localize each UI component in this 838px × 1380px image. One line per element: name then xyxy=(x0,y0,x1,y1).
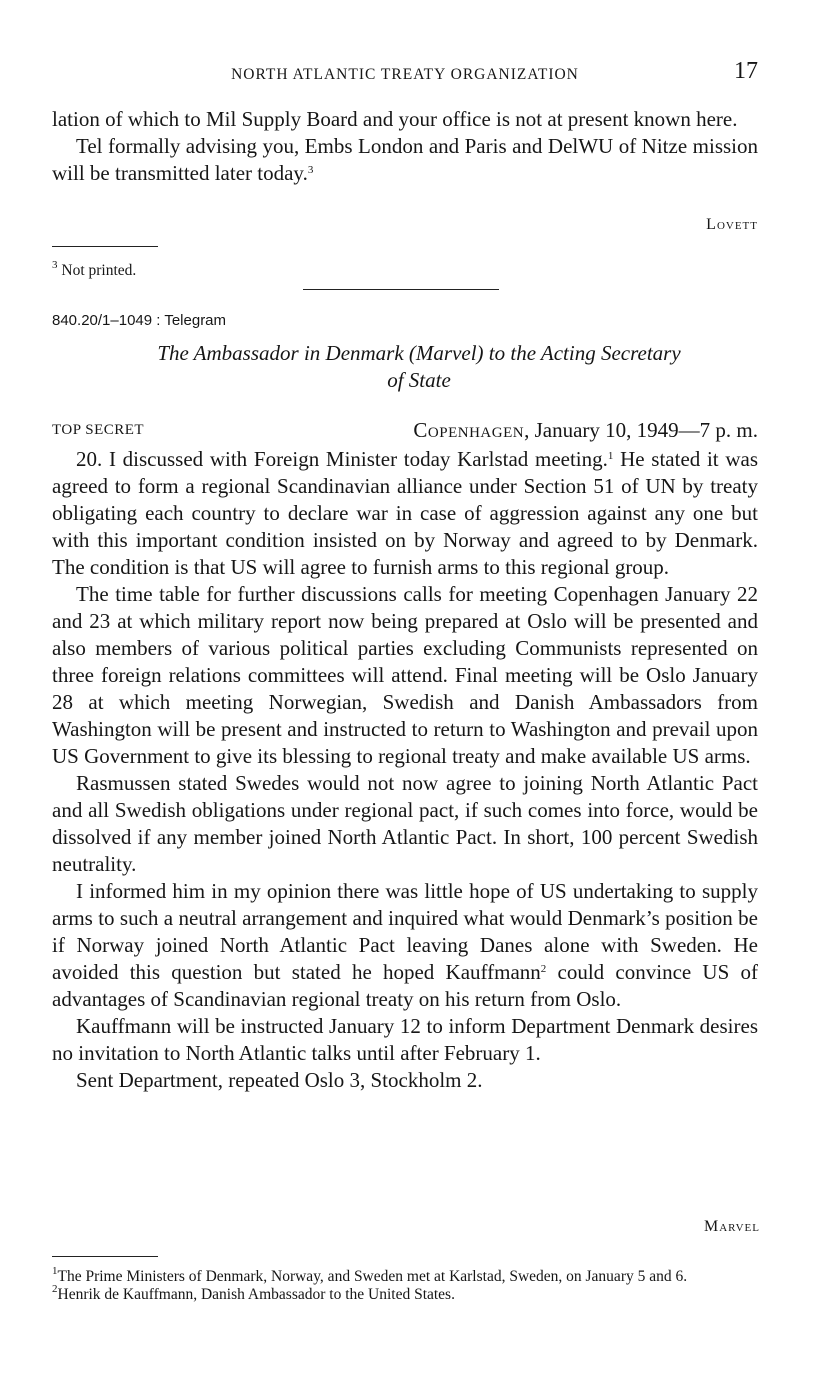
telegram-paragraph: Kauffmann will be instructed January 12 to inform Department Denmark desires no invitation to North Atlantic talks until after February 1. xyxy=(52,1014,758,1065)
file-id: 840.20/1–1049 : Telegram xyxy=(52,312,227,329)
running-head: NORTH ATLANTIC TREATY ORGANIZATION xyxy=(231,66,579,83)
footnote xyxy=(52,1265,758,1286)
telegram-body xyxy=(52,446,758,1094)
dateline: Copenhagen, January 10, 1949—7 p. m. xyxy=(413,418,758,442)
footnote-mark: 1 xyxy=(52,1265,58,1277)
footnote-text: The Prime Ministers of Denmark, Norway, and Sweden met at Karlstad, Sweden, on January 5 and 6. xyxy=(57,1268,688,1285)
footnote xyxy=(52,1282,758,1304)
footnote-ref: 3 xyxy=(307,164,314,176)
telegram-paragraph: Sent Department, repeated Oslo 3, Stockholm 2. xyxy=(76,1068,483,1092)
footnote-mark: 3 xyxy=(52,259,58,271)
classification: TOP SECRET xyxy=(52,422,145,438)
continuation-text xyxy=(52,106,758,187)
continuation-paragraph-2 xyxy=(52,133,758,187)
telegram-paragraph: The time table for further discussions calls for meeting Copenhagen January 22 and 23 at which military report now being prepared at Oslo will be presented and also members of various political parties excluding Communists represented on three foreign relations committees will attend. Final meeting will be Oslo January 28 at which meeting Norwegian, Swedish and Danish Ambassadors from Washington will be present and instructed to return to Washington and prevail upon US Government to give its blessing to regional treaty and make available US arms. xyxy=(52,582,758,768)
footnote-ref: 2 xyxy=(540,963,547,975)
signature-marvel xyxy=(704,1218,760,1236)
footnote-rule xyxy=(52,246,158,247)
document-title xyxy=(52,340,786,394)
footnote-ref: 1 xyxy=(607,450,614,462)
signature-text: Marvel xyxy=(703,1218,760,1235)
footnote-text: Not printed. xyxy=(61,262,137,279)
footnote-text: Henrik de Kauffmann, Danish Ambassador to the United States. xyxy=(57,1285,455,1303)
title-line: The Ambassador in Denmark (Marvel) to the Acting Secretary xyxy=(157,341,681,365)
footnote-rule xyxy=(52,1256,158,1257)
title-line: of State xyxy=(387,368,451,392)
signature-lovett xyxy=(706,216,758,234)
telegram-paragraph: 20. I discussed with Foreign Minister today Karlstad meeting.$^1$ He stated it was agreed to form a regional Scandinavian alliance under Section 51 of UN by treaty obligating each country to declare war in case of aggression against any one but with this important condition insisted on by Norway and agreed to by Denmark. The condition is that US will agree to furnish arms to this regional group. xyxy=(52,447,758,579)
page-number: 17 xyxy=(734,58,758,84)
footnote-mark: 2 xyxy=(52,1282,58,1295)
telegram-paragraph: Rasmussen stated Swedes would not now agree to joining North Atlantic Pact and all Swedish obligations under regional pact, if such comes into force, would be dissolved if any member joined North Atlantic Pact. In short, 100 percent Swedish neutrality. xyxy=(52,771,758,876)
footnote xyxy=(52,259,758,280)
signature-text: Lovett xyxy=(706,216,758,233)
paragraph-text: Tel formally advising you, Embs London and Paris and DelWU of Nitze mission will be transmitted later today. xyxy=(52,134,758,185)
page-header xyxy=(52,58,758,92)
section-divider xyxy=(303,289,499,290)
footnotes-bottom xyxy=(52,1265,758,1303)
telegram-paragraph: I informed him in my opinion there was little hope of US undertaking to supply arms to such a neutral arrangement and inquired what would Denmark’s position be if Norway joined North Atlantic Pact leaving Danes alone with Sweden. He avoided this question but stated he hoped Kauffmann$^2$ could convince US of advantages of Scandinavian regional treaty on his return from Oslo. xyxy=(52,879,759,1011)
continuation-paragraph: lation of which to Mil Supply Board and your office is not at present known here. xyxy=(52,107,738,131)
